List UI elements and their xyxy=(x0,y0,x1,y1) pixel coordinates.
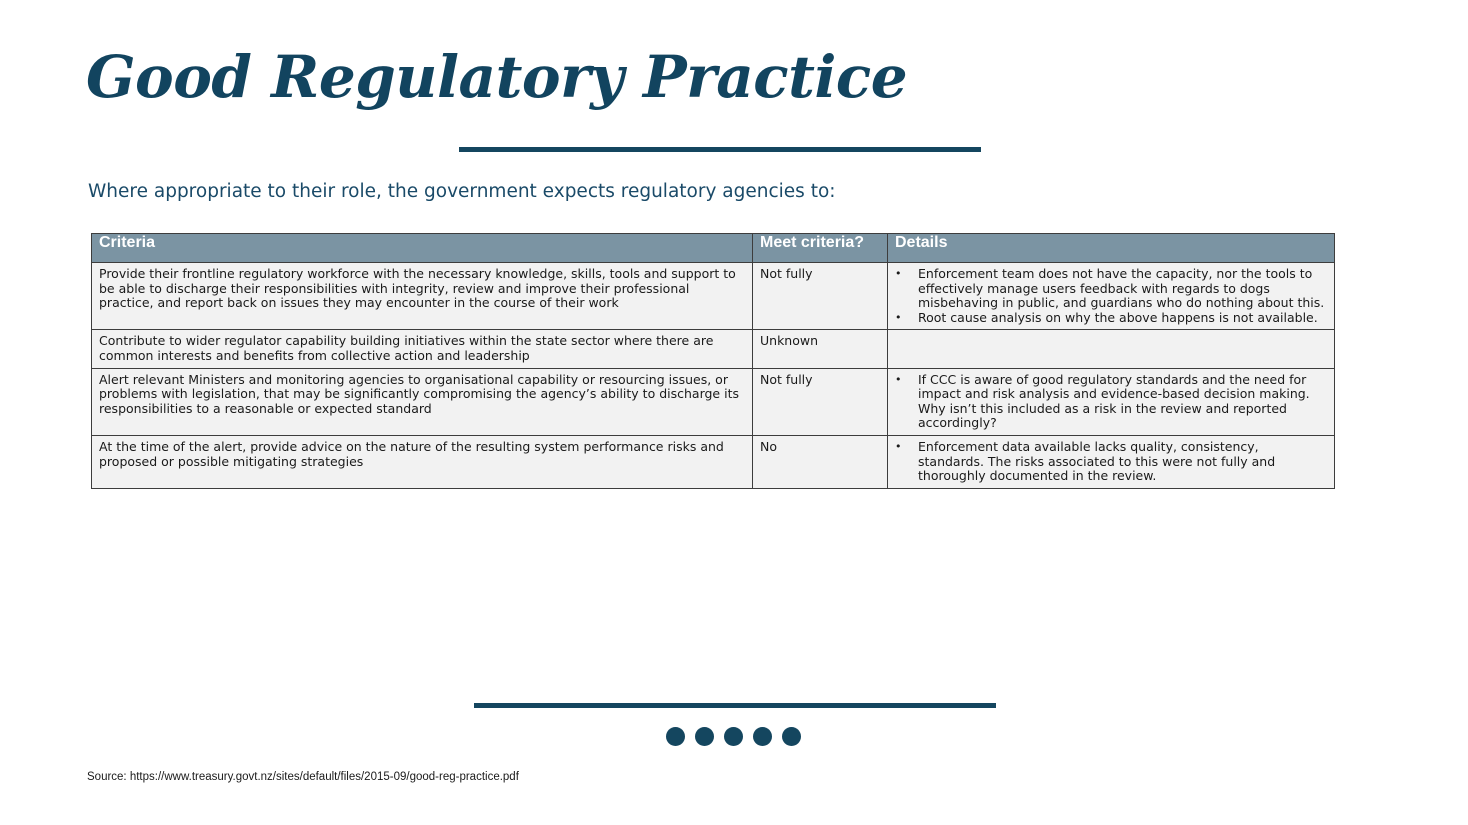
pagination-dot[interactable] xyxy=(753,727,772,746)
table-row xyxy=(92,368,1335,435)
meet-criteria-cell: Not fully xyxy=(753,368,888,435)
pagination-dots xyxy=(666,727,801,746)
pagination-dot[interactable] xyxy=(782,727,801,746)
table-header-row xyxy=(92,234,1335,263)
details-header: Details xyxy=(888,234,1335,263)
meet-criteria-cell: Unknown xyxy=(753,330,888,368)
criteria-cell: Contribute to wider regulator capability building initiatives within the state sector where there are common interests and benefits from collective action and leadership xyxy=(92,330,753,368)
criteria-table xyxy=(91,233,1335,489)
slide-title: Good Regulatory Practice xyxy=(86,43,908,111)
table-row xyxy=(92,330,1335,368)
meet-criteria-cell: Not fully xyxy=(753,263,888,330)
details-cell xyxy=(888,263,1335,330)
pagination-dot[interactable] xyxy=(666,727,685,746)
meet-criteria-cell: No xyxy=(753,435,888,488)
title-divider xyxy=(459,147,981,152)
details-cell xyxy=(888,330,1335,368)
table-row xyxy=(92,435,1335,488)
criteria-cell: Provide their frontline regulatory workforce with the necessary knowledge, skills, tools and support to be able to discharge their responsibilities with integrity, review and improve their professional practice, and report back on issues they may encounter in the course of their work xyxy=(92,263,753,330)
details-cell xyxy=(888,435,1335,488)
meet-criteria-header: Meet criteria? xyxy=(753,234,888,263)
criteria-cell: At the time of the alert, provide advice on the nature of the resulting system performance risks and proposed or possible mitigating strategies xyxy=(92,435,753,488)
source-citation: Source: https://www.treasury.govt.nz/sites/default/files/2015-09/good-reg-practice.pdf xyxy=(87,771,519,783)
detail-bullet: • Root cause analysis on why the above happens is not available. xyxy=(895,311,1327,326)
details-cell xyxy=(888,368,1335,435)
criteria-cell: Alert relevant Ministers and monitoring agencies to organisational capability or resourcing issues, or problems with legislation, that may be significantly compromising the agency’s ability to discharge its responsibilities to a reasonable or expected standard xyxy=(92,368,753,435)
table-row xyxy=(92,263,1335,330)
slide-subtitle: Where appropriate to their role, the government expects regulatory agencies to: xyxy=(88,181,836,202)
footer-divider xyxy=(474,703,996,708)
pagination-dot[interactable] xyxy=(695,727,714,746)
detail-bullet: • Enforcement team does not have the capacity, nor the tools to effectively manage users feedback with regards to dogs misbehaving in public, and guardians who do nothing about this. xyxy=(895,267,1327,311)
pagination-dot[interactable] xyxy=(724,727,743,746)
detail-bullet: • If CCC is aware of good regulatory standards and the need for impact and risk analysis and evidence-based decision making. Why isn’t this included as a risk in the review and reported accordingly? xyxy=(895,373,1327,431)
criteria-header: Criteria xyxy=(92,234,753,263)
detail-bullet: • Enforcement data available lacks quality, consistency, standards. The risks associated to this were not fully and thoroughly documented in the review. xyxy=(895,440,1327,484)
